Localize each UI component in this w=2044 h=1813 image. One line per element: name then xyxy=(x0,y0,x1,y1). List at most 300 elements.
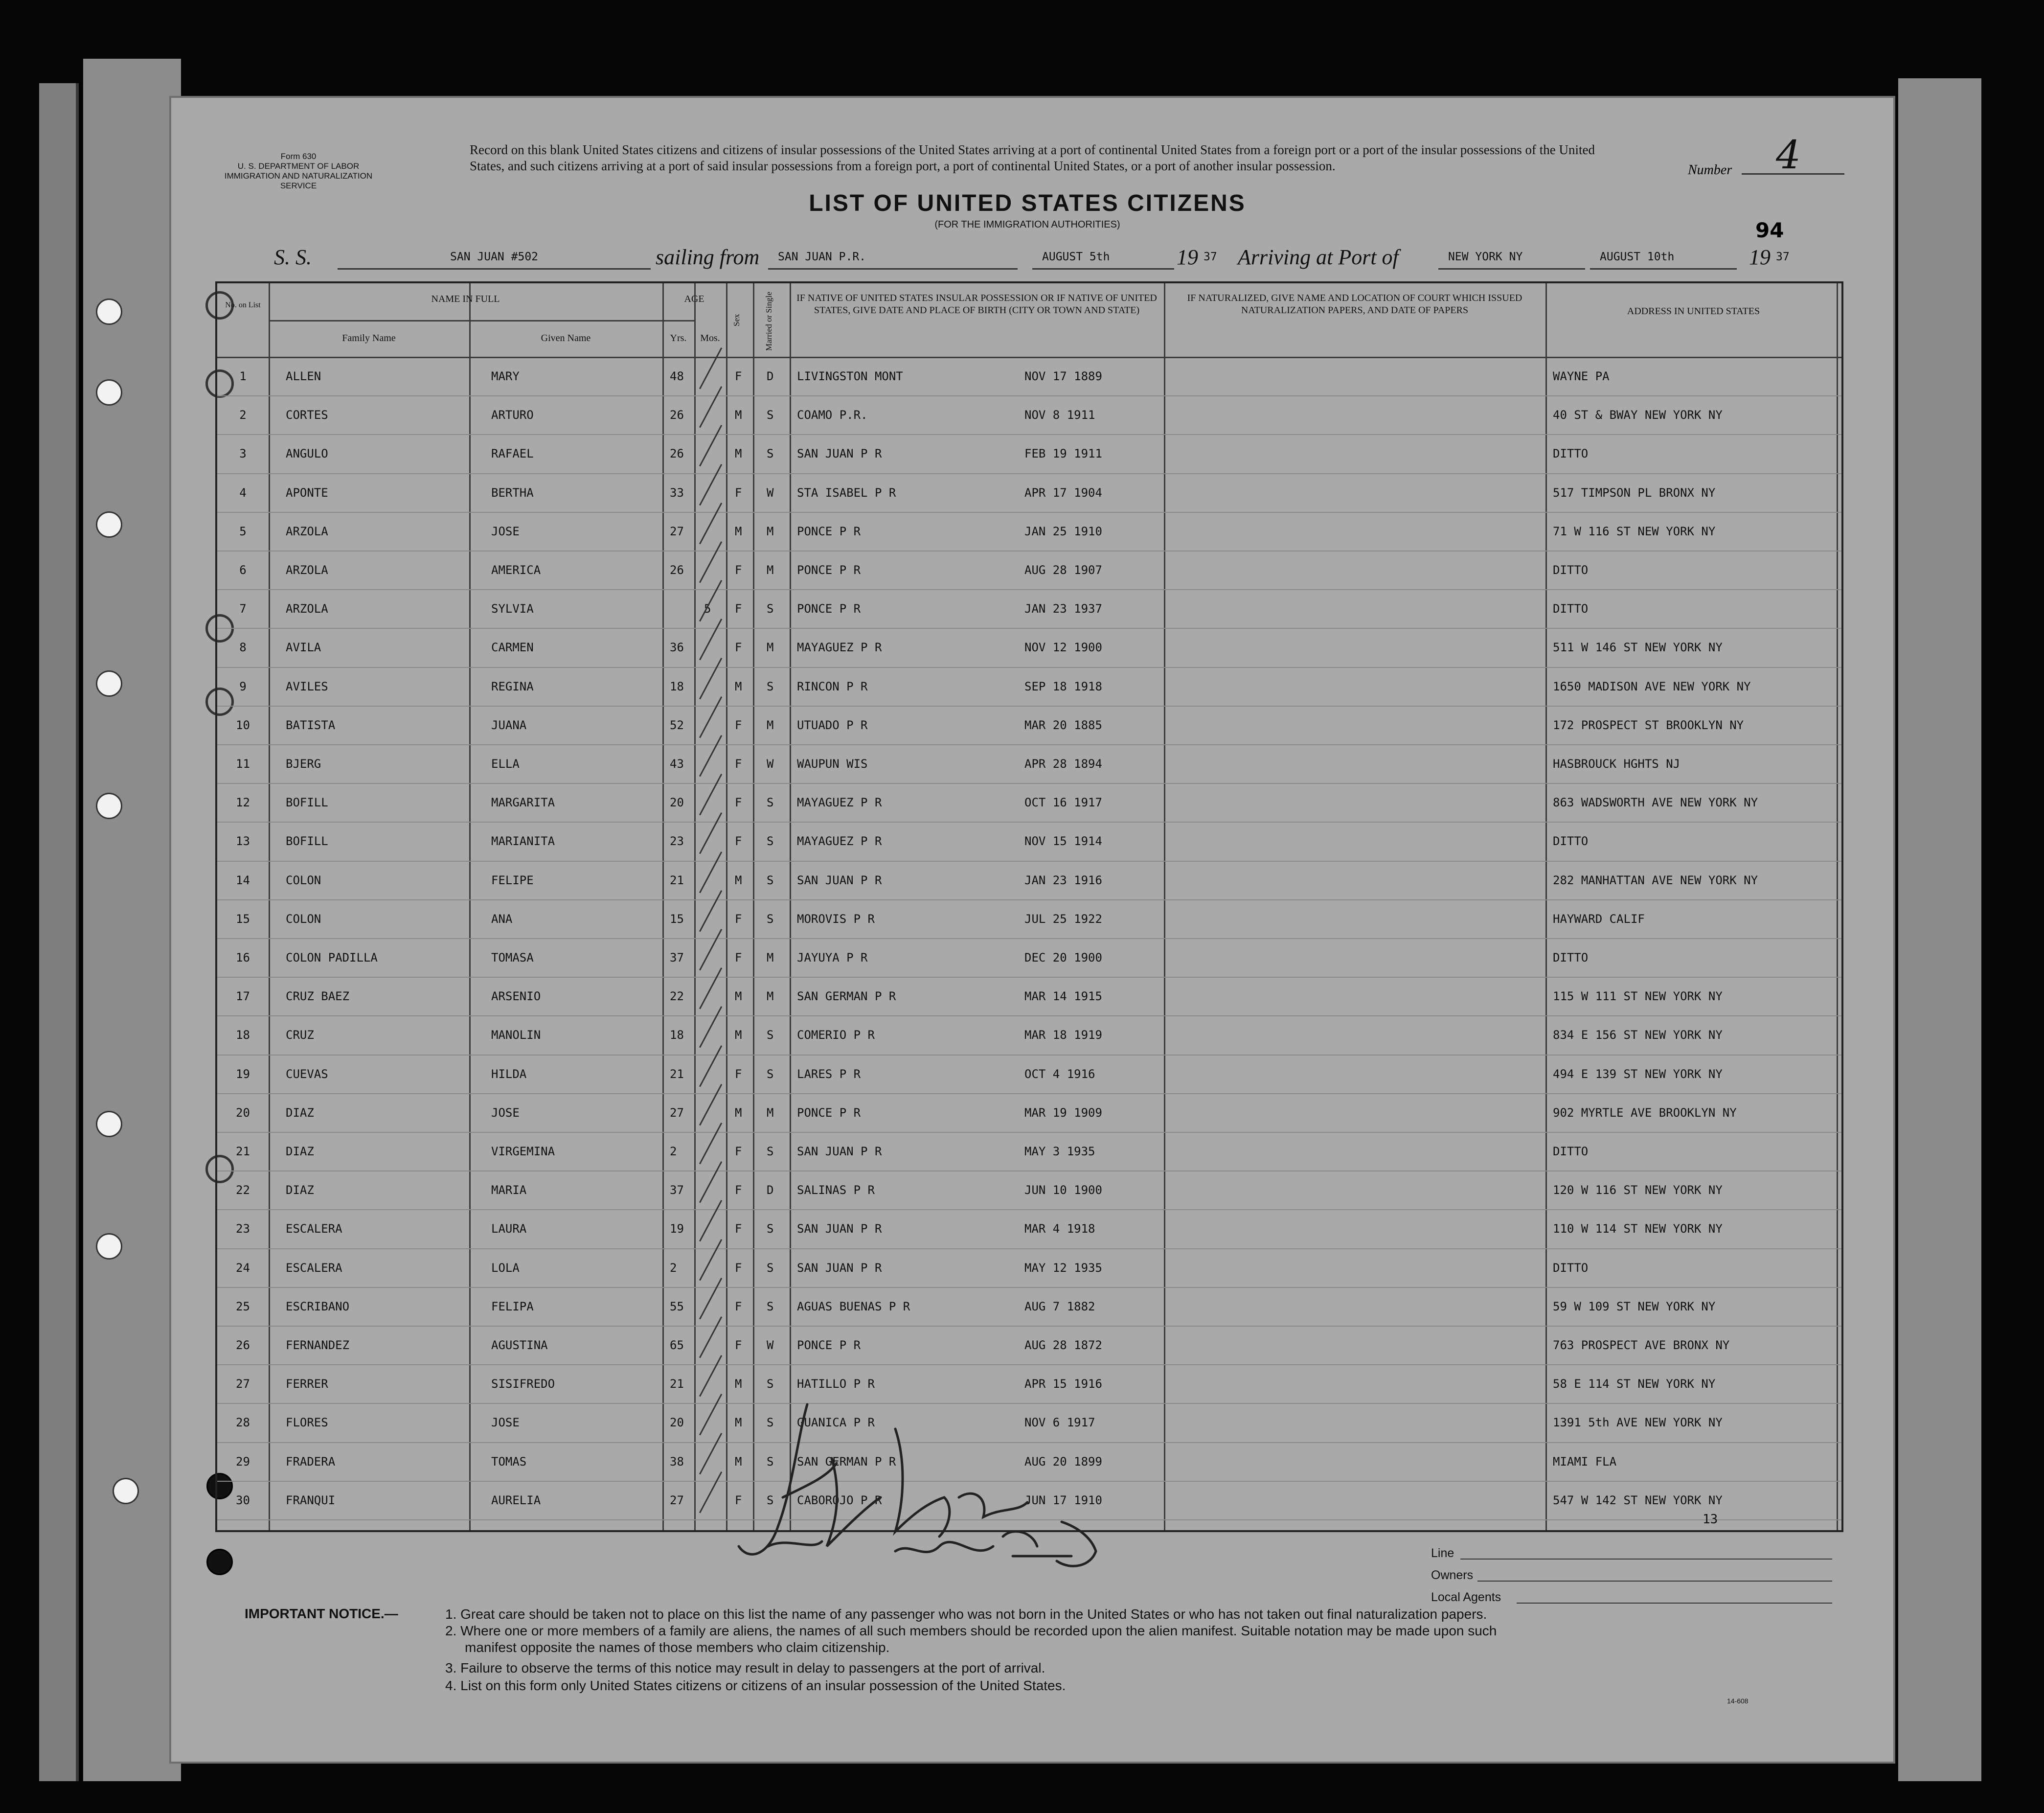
row-divider xyxy=(217,628,1841,629)
table-row xyxy=(217,486,1841,514)
header-no: No. on List xyxy=(225,301,261,309)
cell-ms: S xyxy=(767,1067,774,1081)
cell-family: ESCRIBANO xyxy=(286,1299,350,1313)
cell-sex: M xyxy=(735,447,742,461)
cell-yrs: 20 xyxy=(670,796,684,810)
cell-sex: F xyxy=(735,1222,742,1236)
cell-sex: F xyxy=(735,796,742,810)
cell-family: BJERG xyxy=(286,757,321,771)
cell-sex: M xyxy=(735,1377,742,1391)
cell-date: JUL 25 1922 xyxy=(1024,912,1102,926)
cell-ms: W xyxy=(767,485,774,500)
cell-sex: M xyxy=(735,1416,742,1430)
cell-sex: M xyxy=(735,524,742,538)
notice-1: 1. Great care should be taken not to place on this list the name of any passenger who was not born in the United States or who has not taken out final naturalization papers. xyxy=(445,1606,1487,1622)
cell-date: MAR 19 1909 xyxy=(1024,1105,1102,1120)
cell-sex: F xyxy=(735,563,742,577)
cell-place: GUANICA P R xyxy=(797,1416,875,1430)
cell-yrs: 21 xyxy=(670,1377,684,1391)
cell-no: 29 xyxy=(236,1454,250,1469)
cell-place: PONCE P R xyxy=(797,602,861,616)
cell-place: PONCE P R xyxy=(797,1338,861,1352)
cell-place: PONCE P R xyxy=(797,524,861,538)
row-divider xyxy=(217,1209,1841,1210)
cell-address: 120 W 116 ST NEW YORK NY xyxy=(1553,1183,1723,1197)
cell-sex: F xyxy=(735,757,742,771)
table-row xyxy=(217,408,1841,436)
cell-date: APR 17 1904 xyxy=(1024,485,1102,500)
header-sex: Sex xyxy=(732,314,741,326)
cell-ms: M xyxy=(767,718,774,732)
row-divider xyxy=(217,434,1841,435)
cell-ms: S xyxy=(767,796,774,810)
table-row xyxy=(217,680,1841,708)
cell-sex: F xyxy=(735,1493,742,1507)
cell-family: AVILES xyxy=(286,679,328,693)
cell-no: 22 xyxy=(236,1183,250,1197)
cell-date: DEC 20 1900 xyxy=(1024,951,1102,964)
cell-address: 902 MYRTLE AVE BROOKLYN NY xyxy=(1553,1105,1737,1120)
important-notice-heading: IMPORTANT NOTICE.— xyxy=(245,1606,398,1621)
cell-sex: F xyxy=(735,602,742,616)
cell-family: CRUZ BAEZ xyxy=(286,989,350,1004)
cell-family: CORTES xyxy=(286,408,328,422)
cell-no: 24 xyxy=(236,1261,250,1275)
cell-ms: S xyxy=(767,1416,774,1430)
inspector-signature xyxy=(719,1400,1125,1585)
port-underline xyxy=(1438,268,1585,270)
cell-sex: F xyxy=(735,1338,742,1352)
cell-date: NOV 15 1914 xyxy=(1024,834,1102,849)
cell-date: AUG 20 1899 xyxy=(1024,1454,1102,1469)
ship-underline xyxy=(338,268,651,270)
cell-yrs: 26 xyxy=(670,563,684,577)
cell-no: 7 xyxy=(239,602,247,616)
cell-given: BERTHA xyxy=(491,485,534,500)
cell-ms: D xyxy=(767,1183,774,1197)
table-row xyxy=(217,834,1841,863)
table-row xyxy=(217,912,1841,941)
cell-given: ARTURO xyxy=(491,408,534,422)
header-address: ADDRESS IN UNITED STATES xyxy=(1627,306,1760,317)
cell-family: AVILA xyxy=(286,641,321,655)
ship-name: SAN JUAN #502 xyxy=(450,251,539,263)
cell-address: DITTO xyxy=(1553,563,1589,577)
cell-yrs: 20 xyxy=(670,1416,684,1430)
cell-date: NOV 6 1917 xyxy=(1024,1416,1095,1430)
line-label: Line xyxy=(1431,1546,1454,1560)
cell-ms: S xyxy=(767,1493,774,1507)
cell-given: AURELIA xyxy=(491,1493,541,1507)
cell-ms: M xyxy=(767,951,774,964)
cell-place: SAN JUAN P R xyxy=(797,1261,882,1275)
cell-no: 10 xyxy=(236,718,250,732)
binder-edge xyxy=(39,83,79,1781)
cell-ms: S xyxy=(767,679,774,693)
cell-no: 1 xyxy=(239,369,247,383)
record-instructions: Record on this blank United States citizens and citizens of insular possessions of the United States arriving at a port of continental United States from a foreign port or a port of the insular possessions of the United States, and such citizens arriving at a port of said insular possessions from a foreign port, a port of continental United States, or a port of another insular possession. xyxy=(470,142,1595,173)
cell-family: COLON xyxy=(286,873,321,887)
header-divider xyxy=(217,357,1841,358)
cell-yrs: 21 xyxy=(670,873,684,887)
cell-address: DITTO xyxy=(1553,602,1589,616)
cell-sex: F xyxy=(735,1145,742,1158)
cell-place: SAN GERMAN P R xyxy=(797,1454,896,1469)
row-divider xyxy=(217,783,1841,784)
arrival-port: NEW YORK NY xyxy=(1448,251,1523,263)
cell-date: AUG 7 1882 xyxy=(1024,1299,1095,1313)
cell-ms: W xyxy=(767,757,774,771)
cell-date: AUG 28 1907 xyxy=(1024,563,1102,577)
table-row xyxy=(217,718,1841,747)
cell-family: FLORES xyxy=(286,1416,328,1430)
cell-ms: S xyxy=(767,873,774,887)
row-divider xyxy=(217,395,1841,396)
cell-place: PONCE P R xyxy=(797,563,861,577)
punch-hole-dark xyxy=(206,1549,233,1575)
cell-address: 834 E 156 ST NEW YORK NY xyxy=(1553,1028,1723,1042)
cell-ms: S xyxy=(767,834,774,849)
cell-date: OCT 16 1917 xyxy=(1024,796,1102,810)
cell-yrs: 18 xyxy=(670,1028,684,1042)
cell-yrs: 33 xyxy=(670,485,684,500)
table-row xyxy=(217,447,1841,475)
row-divider xyxy=(217,589,1841,590)
cell-family: FERNANDEZ xyxy=(286,1338,350,1352)
cell-date: APR 15 1916 xyxy=(1024,1377,1102,1391)
cell-place: SALINAS P R xyxy=(797,1183,875,1197)
cell-family: COLON PADILLA xyxy=(286,951,378,964)
service-name: IMMIGRATION AND NATURALIZATION SERVICE xyxy=(224,171,373,190)
cell-no: 21 xyxy=(236,1145,250,1158)
cell-yrs: 19 xyxy=(670,1222,684,1236)
cell-address: 863 WADSWORTH AVE NEW YORK NY xyxy=(1553,796,1758,810)
cell-place: SAN JUAN P R xyxy=(797,447,882,461)
cell-sex: M xyxy=(735,873,742,887)
cell-ms: M xyxy=(767,989,774,1004)
row-divider xyxy=(217,473,1841,474)
cell-place: JAYUYA P R xyxy=(797,951,868,964)
cell-yrs: 23 xyxy=(670,834,684,849)
cell-yrs: 26 xyxy=(670,408,684,422)
table-row xyxy=(217,1028,1841,1056)
cell-family: ARZOLA xyxy=(286,524,328,538)
cell-sex: M xyxy=(735,1105,742,1120)
cell-no: 9 xyxy=(239,679,247,693)
page-mark: 13 xyxy=(1703,1512,1718,1527)
cell-family: FRANQUI xyxy=(286,1493,336,1507)
number-value: 4 xyxy=(1776,132,1801,178)
punch-hole xyxy=(96,298,122,325)
cell-family: ANGULO xyxy=(286,447,328,461)
cell-place: MAYAGUEZ P R xyxy=(797,641,882,655)
table-row xyxy=(217,989,1841,1018)
cell-sex: F xyxy=(735,485,742,500)
cell-yrs: 38 xyxy=(670,1454,684,1469)
cell-family: CUEVAS xyxy=(286,1067,328,1081)
cell-ms: S xyxy=(767,912,774,926)
cell-no: 28 xyxy=(236,1416,250,1430)
arrival-year: 37 xyxy=(1776,251,1790,263)
cell-ms: W xyxy=(767,1338,774,1352)
cell-yrs: 27 xyxy=(670,1493,684,1507)
cell-address: WAYNE PA xyxy=(1553,369,1610,383)
cell-place: SAN JUAN P R xyxy=(797,1145,882,1158)
table-row xyxy=(217,1338,1841,1367)
cell-family: ESCALERA xyxy=(286,1261,342,1275)
cell-address: DITTO xyxy=(1553,1261,1589,1275)
cell-ms: S xyxy=(767,1454,774,1469)
cell-sex: F xyxy=(735,1299,742,1313)
table-row xyxy=(217,1183,1841,1212)
ss-label: S. S. xyxy=(274,245,312,269)
cell-sex: F xyxy=(735,1067,742,1081)
form-id-block xyxy=(215,152,382,191)
cell-address: 763 PROSPECT AVE BRONX NY xyxy=(1553,1338,1730,1352)
cell-ms: S xyxy=(767,408,774,422)
header-age: AGE xyxy=(684,294,704,304)
table-row xyxy=(217,602,1841,630)
cell-place: SAN JUAN P R xyxy=(797,1222,882,1236)
cell-family: DIAZ xyxy=(286,1183,314,1197)
departure-year: 37 xyxy=(1204,251,1217,263)
cell-ms: M xyxy=(767,641,774,655)
form-number: Form 630 xyxy=(280,152,317,161)
row-divider xyxy=(217,1170,1841,1171)
cell-date: NOV 12 1900 xyxy=(1024,641,1102,655)
cell-address: 1650 MADISON AVE NEW YORK NY xyxy=(1553,679,1751,693)
cell-no: 12 xyxy=(236,796,250,810)
cell-address: 511 W 146 ST NEW YORK NY xyxy=(1553,641,1723,655)
cell-address: 58 E 114 ST NEW YORK NY xyxy=(1553,1377,1716,1391)
table-row xyxy=(217,951,1841,979)
cell-yrs: 36 xyxy=(670,641,684,655)
cell-address: MIAMI FLA xyxy=(1553,1454,1617,1469)
cell-family: BOFILL xyxy=(286,796,328,810)
cell-given: JUANA xyxy=(491,718,527,732)
punch-hole xyxy=(96,670,122,697)
sailing-underline xyxy=(768,268,1018,270)
cell-place: WAUPUN WIS xyxy=(797,757,868,771)
cell-address: 282 MANHATTAN AVE NEW YORK NY xyxy=(1553,873,1758,887)
cell-address: 115 W 111 ST NEW YORK NY xyxy=(1553,989,1723,1004)
cell-no: 4 xyxy=(239,485,247,500)
header-name-in-full: NAME IN FULL xyxy=(431,294,500,304)
cell-date: NOV 17 1889 xyxy=(1024,369,1102,383)
number-underline xyxy=(1742,173,1844,175)
cell-sex: F xyxy=(735,369,742,383)
sailing-from: SAN JUAN P.R. xyxy=(778,251,866,263)
row-divider xyxy=(217,1093,1841,1094)
cell-family: CRUZ xyxy=(286,1028,314,1042)
cell-no: 14 xyxy=(236,873,250,887)
cell-address: HASBROUCK HGHTS NJ xyxy=(1553,757,1681,771)
row-divider xyxy=(217,899,1841,900)
cell-ms: S xyxy=(767,1145,774,1158)
row-divider xyxy=(217,744,1841,745)
underlying-page-right xyxy=(1898,78,1981,1781)
cell-given: ARSENIO xyxy=(491,989,541,1004)
table-row xyxy=(217,1222,1841,1250)
cell-no: 20 xyxy=(236,1105,250,1120)
cell-given: FELIPE xyxy=(491,873,534,887)
cell-address: 517 TIMPSON PL BRONX NY xyxy=(1553,485,1716,500)
cell-address: 59 W 109 ST NEW YORK NY xyxy=(1553,1299,1716,1313)
cell-sex: M xyxy=(735,408,742,422)
cell-given: ANA xyxy=(491,912,513,926)
table-row xyxy=(217,641,1841,669)
sailing-label: sailing from xyxy=(656,245,760,269)
departure-date: AUGUST 5th xyxy=(1042,251,1110,263)
cell-family: COLON xyxy=(286,912,321,926)
cell-date: JAN 23 1937 xyxy=(1024,602,1102,616)
cell-no: 26 xyxy=(236,1338,250,1352)
row-divider xyxy=(217,667,1841,668)
table-row xyxy=(217,525,1841,553)
cell-given: CARMEN xyxy=(491,641,534,655)
cell-family: ARZOLA xyxy=(286,602,328,616)
cell-family: ALLEN xyxy=(286,369,321,383)
table-row xyxy=(217,369,1841,398)
cell-date: MAR 18 1919 xyxy=(1024,1028,1102,1042)
cell-no: 19 xyxy=(236,1067,250,1081)
punch-hole xyxy=(96,511,122,538)
row-divider xyxy=(217,977,1841,978)
cell-yrs: 27 xyxy=(670,524,684,538)
cell-ms: D xyxy=(767,369,774,383)
cell-no: 30 xyxy=(236,1493,250,1507)
cell-given: VIRGEMINA xyxy=(491,1145,555,1158)
cell-no: 2 xyxy=(239,408,247,422)
cell-place: COMERIO P R xyxy=(797,1028,875,1042)
notice-4: 4. List on this form only United States citizens or citizens of an insular possession of the United States. xyxy=(445,1678,1066,1693)
cell-yrs: 55 xyxy=(670,1299,684,1313)
cell-address: 71 W 116 ST NEW YORK NY xyxy=(1553,524,1716,538)
notice-2: 2. Where one or more members of a family are aliens, the names of all such members should be recorded upon the alien manifest. Suitable notation may be made upon such xyxy=(445,1623,1497,1638)
table-row xyxy=(217,563,1841,592)
cell-date: MAR 4 1918 xyxy=(1024,1222,1095,1236)
cell-date: APR 28 1894 xyxy=(1024,757,1102,771)
cell-no: 11 xyxy=(236,757,250,771)
cell-no: 27 xyxy=(236,1377,250,1391)
cell-address: 1391 5th AVE NEW YORK NY xyxy=(1553,1416,1723,1430)
cell-date: OCT 4 1916 xyxy=(1024,1067,1095,1081)
cell-given: LOLA xyxy=(491,1261,520,1275)
cell-given: LAURA xyxy=(491,1222,527,1236)
cell-no: 3 xyxy=(239,447,247,461)
form-print-code: 14-608 xyxy=(1727,1697,1749,1705)
cell-place: RINCON P R xyxy=(797,679,868,693)
cell-place: COAMO P.R. xyxy=(797,408,868,422)
cell-address: 547 W 142 ST NEW YORK NY xyxy=(1553,1493,1723,1507)
agents-label: Local Agents xyxy=(1431,1590,1501,1604)
cell-given: ELLA xyxy=(491,757,520,771)
cell-family: BATISTA xyxy=(286,718,336,732)
header-given-name: Given Name xyxy=(541,333,591,344)
cell-ms: M xyxy=(767,563,774,577)
owners-label: Owners xyxy=(1431,1568,1474,1582)
cell-sex: M xyxy=(735,989,742,1004)
cell-address: HAYWARD CALIF xyxy=(1553,912,1645,926)
cell-no: 15 xyxy=(236,912,250,926)
owners-underline xyxy=(1477,1581,1832,1582)
cell-date: JAN 23 1916 xyxy=(1024,873,1102,887)
row-divider xyxy=(217,1364,1841,1365)
cell-yrs: 37 xyxy=(670,951,684,964)
cell-no: 16 xyxy=(236,951,250,964)
cell-sex: M xyxy=(735,1454,742,1469)
cell-family: APONTE xyxy=(286,485,328,500)
cell-given: JOSE xyxy=(491,524,520,538)
cell-yrs: 2 xyxy=(670,1261,677,1275)
cell-no: 5 xyxy=(239,524,247,538)
passenger-table xyxy=(215,281,1843,1532)
cell-no: 8 xyxy=(239,641,247,655)
cell-sex: F xyxy=(735,912,742,926)
cell-place: LARES P R xyxy=(797,1067,861,1081)
cell-place: PONCE P R xyxy=(797,1105,861,1120)
row-divider xyxy=(217,822,1841,823)
cell-yrs: 65 xyxy=(670,1338,684,1352)
punch-hole xyxy=(96,793,122,819)
arrival-date: AUGUST 10th xyxy=(1600,251,1675,263)
line-underline xyxy=(1460,1559,1832,1560)
cell-date: JUN 10 1900 xyxy=(1024,1183,1102,1197)
cell-address: DITTO xyxy=(1553,1145,1589,1158)
cell-given: MARY xyxy=(491,369,520,383)
cell-ms: S xyxy=(767,1222,774,1236)
header-family-name: Family Name xyxy=(342,333,396,344)
cell-family: DIAZ xyxy=(286,1145,314,1158)
document-subtitle: (FOR THE IMMIGRATION AUTHORITIES) xyxy=(934,219,1120,230)
cell-family: BOFILL xyxy=(286,834,328,849)
cell-given: JOSE xyxy=(491,1105,520,1120)
departure-underline xyxy=(1032,268,1174,270)
cell-yrs: 27 xyxy=(670,1105,684,1120)
cell-given: RAFAEL xyxy=(491,447,534,461)
cell-date: AUG 28 1872 xyxy=(1024,1338,1102,1352)
table-row xyxy=(217,1300,1841,1328)
cell-given: TOMAS xyxy=(491,1454,527,1469)
cell-ms: S xyxy=(767,1028,774,1042)
number-label: Number xyxy=(1688,162,1732,178)
cell-sex: F xyxy=(735,1183,742,1197)
cell-place: HATILLO P R xyxy=(797,1377,875,1391)
table-row xyxy=(217,873,1841,902)
cell-family: ARZOLA xyxy=(286,563,328,577)
cell-date: FEB 19 1911 xyxy=(1024,447,1102,461)
row-divider xyxy=(217,938,1841,939)
cell-date: JAN 25 1910 xyxy=(1024,524,1102,538)
cell-address: 172 PROSPECT ST BROOKLYN NY xyxy=(1553,718,1744,732)
cell-place: CABOROJO P R xyxy=(797,1493,882,1507)
cell-sex: M xyxy=(735,679,742,693)
cell-address: DITTO xyxy=(1553,834,1589,849)
cell-yrs: 22 xyxy=(670,989,684,1004)
header-naturalized: IF NATURALIZED, GIVE NAME AND LOCATION OF COURT WHICH ISSUED NATURALIZATION PAPERS, AND DATE OF PAPERS xyxy=(1187,293,1522,316)
agents-underline xyxy=(1517,1603,1832,1604)
cell-ms: S xyxy=(767,1299,774,1313)
cell-ms: S xyxy=(767,602,774,616)
cell-mos: 5 xyxy=(704,602,711,616)
row-divider xyxy=(217,1055,1841,1056)
cell-given: HILDA xyxy=(491,1067,527,1081)
cell-address: 494 E 139 ST NEW YORK NY xyxy=(1553,1067,1723,1081)
header-birth: IF NATIVE OF UNITED STATES INSULAR POSSESSION OR IF NATIVE OF UNITED STATES, GIVE DATE AND PLACE OF BIRTH (CITY OR TOWN AND STATE) xyxy=(796,293,1157,316)
row-divider xyxy=(217,1248,1841,1249)
cell-given: SYLVIA xyxy=(491,602,534,616)
cell-ms: S xyxy=(767,1377,774,1391)
